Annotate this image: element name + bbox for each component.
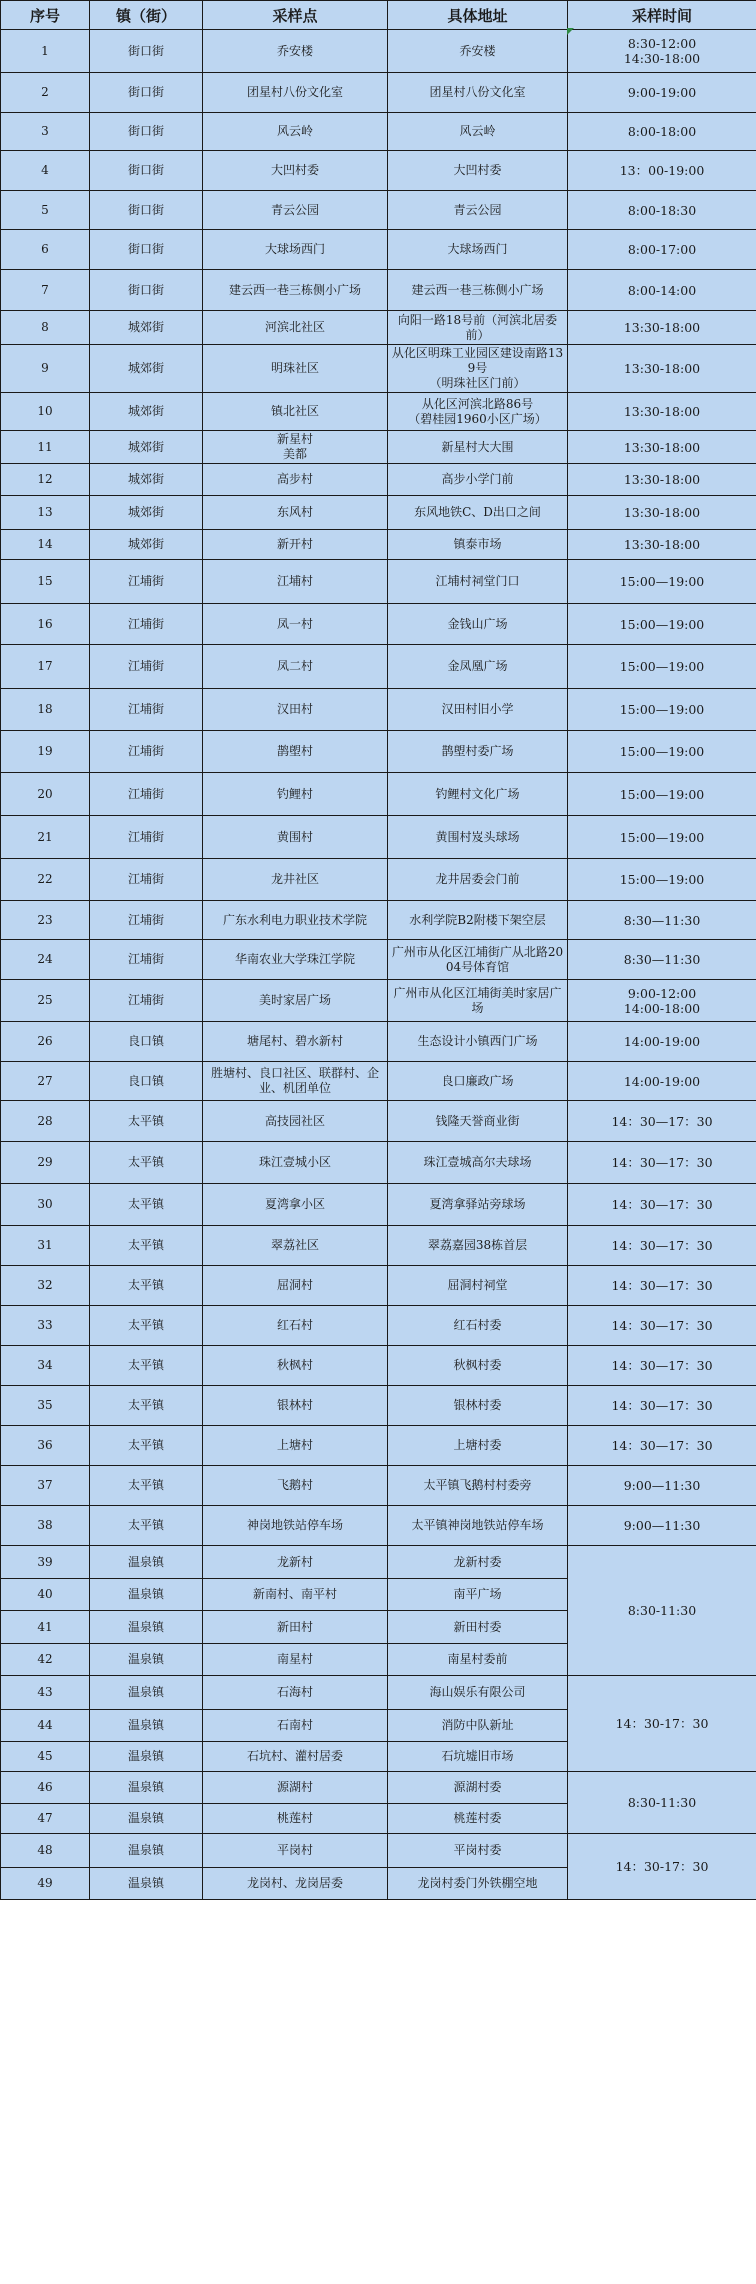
table-row xyxy=(1,1834,756,1868)
row-town: 太平镇 xyxy=(90,1101,203,1142)
row-number: 32 xyxy=(1,1266,90,1306)
row-address: 海山娱乐有限公司 xyxy=(388,1676,568,1710)
table-row xyxy=(1,73,756,113)
row-site: 河滨北社区 xyxy=(203,311,388,345)
table-row xyxy=(1,645,756,689)
table-row xyxy=(1,1506,756,1546)
row-town: 城郊街 xyxy=(90,496,203,530)
table-row xyxy=(1,464,756,496)
row-number: 17 xyxy=(1,645,90,689)
table-row xyxy=(1,1676,756,1710)
header-time: 采样时间 xyxy=(568,1,756,30)
merged-time-cell: 14：30-17：30 xyxy=(568,1834,756,1900)
row-town: 城郊街 xyxy=(90,464,203,496)
row-town: 江埔街 xyxy=(90,731,203,773)
row-site: 明珠社区 xyxy=(203,345,388,393)
row-address: 建云西一巷三栋侧小广场 xyxy=(388,270,568,311)
header-row xyxy=(1,1,756,30)
row-number: 31 xyxy=(1,1226,90,1266)
row-number: 39 xyxy=(1,1546,90,1579)
row-address: 钓鲤村文化广场 xyxy=(388,773,568,816)
table-row xyxy=(1,560,756,604)
row-town: 温泉镇 xyxy=(90,1804,203,1834)
table-row xyxy=(1,1346,756,1386)
table-row xyxy=(1,689,756,731)
row-town: 街口街 xyxy=(90,230,203,270)
header-address: 具体地址 xyxy=(388,1,568,30)
row-site: 建云西一巷三栋侧小广场 xyxy=(203,270,388,311)
merged-time-cell: 14：30-17：30 xyxy=(568,1676,756,1772)
row-time: 14：30—17：30 xyxy=(568,1346,756,1386)
table-row xyxy=(1,731,756,773)
table-row xyxy=(1,1101,756,1142)
row-time: 15:00—19:00 xyxy=(568,689,756,731)
row-number: 16 xyxy=(1,604,90,645)
row-address: 大凹村委 xyxy=(388,151,568,191)
row-site: 钓鲤村 xyxy=(203,773,388,816)
row-town: 江埔街 xyxy=(90,773,203,816)
row-time: 8:00-18:30 xyxy=(568,191,756,230)
row-address: 太平镇飞鹅村村委旁 xyxy=(388,1466,568,1506)
row-address: 秋枫村委 xyxy=(388,1346,568,1386)
row-time: 8:30-12:00 14:30-18:00 xyxy=(568,30,756,73)
row-address: 上塘村委 xyxy=(388,1426,568,1466)
row-time: 15:00—19:00 xyxy=(568,773,756,816)
row-town: 温泉镇 xyxy=(90,1710,203,1742)
row-time: 14：30—17：30 xyxy=(568,1184,756,1226)
row-address: 乔安楼 xyxy=(388,30,568,73)
row-town: 江埔街 xyxy=(90,859,203,901)
row-number: 3 xyxy=(1,113,90,151)
row-number: 40 xyxy=(1,1579,90,1611)
row-town: 江埔街 xyxy=(90,560,203,604)
row-town: 街口街 xyxy=(90,30,203,73)
row-site: 风云岭 xyxy=(203,113,388,151)
table-row xyxy=(1,1466,756,1506)
row-address: 广州市从化区江埔街广从北路2004号体育馆 xyxy=(388,940,568,980)
row-town: 温泉镇 xyxy=(90,1742,203,1772)
row-town: 街口街 xyxy=(90,151,203,191)
row-time: 15:00—19:00 xyxy=(568,816,756,859)
row-number: 35 xyxy=(1,1386,90,1426)
table-row xyxy=(1,113,756,151)
row-site: 银林村 xyxy=(203,1386,388,1426)
row-town: 温泉镇 xyxy=(90,1611,203,1644)
row-time: 9:00—11:30 xyxy=(568,1466,756,1506)
row-town: 城郊街 xyxy=(90,311,203,345)
row-town: 城郊街 xyxy=(90,530,203,560)
row-address: 新田村委 xyxy=(388,1611,568,1644)
row-number: 26 xyxy=(1,1022,90,1062)
row-time: 15:00—19:00 xyxy=(568,560,756,604)
row-time: 13:30-18:00 xyxy=(568,431,756,464)
row-town: 温泉镇 xyxy=(90,1546,203,1579)
row-town: 温泉镇 xyxy=(90,1676,203,1710)
row-site: 飞鹅村 xyxy=(203,1466,388,1506)
row-address: 龙岗村委门外铁棚空地 xyxy=(388,1868,568,1900)
row-number: 41 xyxy=(1,1611,90,1644)
row-time: 8:00-17:00 xyxy=(568,230,756,270)
row-time: 13:30-18:00 xyxy=(568,496,756,530)
row-number: 44 xyxy=(1,1710,90,1742)
row-town: 太平镇 xyxy=(90,1184,203,1226)
row-town: 太平镇 xyxy=(90,1266,203,1306)
row-address: 镇泰市场 xyxy=(388,530,568,560)
row-number: 7 xyxy=(1,270,90,311)
table-row xyxy=(1,345,756,393)
row-site: 上塘村 xyxy=(203,1426,388,1466)
row-site: 南星村 xyxy=(203,1644,388,1676)
table-row xyxy=(1,1546,756,1579)
merged-time-cell: 8:30-11:30 xyxy=(568,1546,756,1676)
row-site: 龙岗村、龙岗居委 xyxy=(203,1868,388,1900)
row-time: 15:00—19:00 xyxy=(568,859,756,901)
row-town: 城郊街 xyxy=(90,431,203,464)
table-row xyxy=(1,230,756,270)
row-time: 8:30—11:30 xyxy=(568,901,756,940)
row-number: 10 xyxy=(1,393,90,431)
table-row xyxy=(1,1772,756,1804)
row-site: 石坑村、灌村居委 xyxy=(203,1742,388,1772)
row-time: 13:30-18:00 xyxy=(568,530,756,560)
row-site: 屈洞村 xyxy=(203,1266,388,1306)
row-site: 黄围村 xyxy=(203,816,388,859)
table-row xyxy=(1,1142,756,1184)
row-number: 4 xyxy=(1,151,90,191)
row-address: 青云公园 xyxy=(388,191,568,230)
row-site: 神岗地铁站停车场 xyxy=(203,1506,388,1546)
row-site: 新开村 xyxy=(203,530,388,560)
row-town: 温泉镇 xyxy=(90,1644,203,1676)
row-site: 高技园社区 xyxy=(203,1101,388,1142)
table-row xyxy=(1,30,756,73)
row-number: 24 xyxy=(1,940,90,980)
row-number: 5 xyxy=(1,191,90,230)
row-address: 夏湾拿驿站旁球场 xyxy=(388,1184,568,1226)
row-time: 15:00—19:00 xyxy=(568,604,756,645)
header-site: 采样点 xyxy=(203,1,388,30)
row-town: 江埔街 xyxy=(90,689,203,731)
row-site: 凤一村 xyxy=(203,604,388,645)
header-town: 镇（街） xyxy=(90,1,203,30)
row-number: 11 xyxy=(1,431,90,464)
row-number: 37 xyxy=(1,1466,90,1506)
row-time: 14：30—17：30 xyxy=(568,1426,756,1466)
row-number: 25 xyxy=(1,980,90,1022)
row-number: 23 xyxy=(1,901,90,940)
table-row xyxy=(1,816,756,859)
row-address: 银林村委 xyxy=(388,1386,568,1426)
row-time: 14：30—17：30 xyxy=(568,1266,756,1306)
row-town: 温泉镇 xyxy=(90,1772,203,1804)
row-number: 36 xyxy=(1,1426,90,1466)
table-row xyxy=(1,270,756,311)
row-time: 14：30—17：30 xyxy=(568,1101,756,1142)
header-no: 序号 xyxy=(1,1,90,30)
row-site: 夏湾拿小区 xyxy=(203,1184,388,1226)
row-number: 49 xyxy=(1,1868,90,1900)
row-site: 大球场西门 xyxy=(203,230,388,270)
table-row xyxy=(1,901,756,940)
row-number: 45 xyxy=(1,1742,90,1772)
table-row xyxy=(1,1062,756,1101)
table-row xyxy=(1,431,756,464)
row-town: 江埔街 xyxy=(90,980,203,1022)
row-address: 源湖村委 xyxy=(388,1772,568,1804)
table-body xyxy=(1,30,756,1900)
table-row xyxy=(1,773,756,816)
row-site: 广东水利电力职业技术学院 xyxy=(203,901,388,940)
row-town: 城郊街 xyxy=(90,345,203,393)
row-address: 高步小学门前 xyxy=(388,464,568,496)
row-time: 13:30-18:00 xyxy=(568,464,756,496)
row-site: 华南农业大学珠江学院 xyxy=(203,940,388,980)
row-number: 21 xyxy=(1,816,90,859)
row-address: 南星村委前 xyxy=(388,1644,568,1676)
row-number: 20 xyxy=(1,773,90,816)
row-town: 街口街 xyxy=(90,113,203,151)
row-town: 江埔街 xyxy=(90,816,203,859)
row-time: 13：00-19:00 xyxy=(568,151,756,191)
row-town: 太平镇 xyxy=(90,1142,203,1184)
row-address: 屈洞村祠堂 xyxy=(388,1266,568,1306)
row-town: 良口镇 xyxy=(90,1022,203,1062)
row-address: 龙新村委 xyxy=(388,1546,568,1579)
row-number: 8 xyxy=(1,311,90,345)
row-town: 太平镇 xyxy=(90,1386,203,1426)
row-town: 街口街 xyxy=(90,73,203,113)
row-site: 胜塘村、良口社区、联群村、企业、机团单位 xyxy=(203,1062,388,1101)
row-site: 新星村 美都 xyxy=(203,431,388,464)
row-town: 太平镇 xyxy=(90,1466,203,1506)
row-number: 22 xyxy=(1,859,90,901)
table-row xyxy=(1,940,756,980)
row-time: 14：30—17：30 xyxy=(568,1306,756,1346)
row-time: 9:00—11:30 xyxy=(568,1506,756,1546)
row-site: 美时家居广场 xyxy=(203,980,388,1022)
row-address: 向阳一路18号前（河滨北居委前） xyxy=(388,311,568,345)
row-site: 翠荔社区 xyxy=(203,1226,388,1266)
row-town: 温泉镇 xyxy=(90,1579,203,1611)
row-site: 塘尾村、碧水新村 xyxy=(203,1022,388,1062)
table-row xyxy=(1,496,756,530)
table-row xyxy=(1,1306,756,1346)
row-address: 水利学院B2附楼下架空层 xyxy=(388,901,568,940)
table-row xyxy=(1,980,756,1022)
table-row xyxy=(1,1426,756,1466)
table-row xyxy=(1,604,756,645)
row-number: 48 xyxy=(1,1834,90,1868)
row-time: 14：30—17：30 xyxy=(568,1386,756,1426)
row-time: 14：30—17：30 xyxy=(568,1226,756,1266)
row-site: 秋枫村 xyxy=(203,1346,388,1386)
row-address: 珠江壹城高尔夫球场 xyxy=(388,1142,568,1184)
row-site: 团星村八份文化室 xyxy=(203,73,388,113)
row-site: 珠江壹城小区 xyxy=(203,1142,388,1184)
row-town: 良口镇 xyxy=(90,1062,203,1101)
row-town: 太平镇 xyxy=(90,1306,203,1346)
table-row xyxy=(1,859,756,901)
row-address: 团星村八份文化室 xyxy=(388,73,568,113)
row-town: 江埔街 xyxy=(90,901,203,940)
row-site: 源湖村 xyxy=(203,1772,388,1804)
row-number: 27 xyxy=(1,1062,90,1101)
row-site: 新南村、南平村 xyxy=(203,1579,388,1611)
table-row xyxy=(1,1266,756,1306)
row-number: 2 xyxy=(1,73,90,113)
row-address: 消防中队新址 xyxy=(388,1710,568,1742)
row-site: 龙新村 xyxy=(203,1546,388,1579)
row-site: 乔安楼 xyxy=(203,30,388,73)
row-address: 汉田村旧小学 xyxy=(388,689,568,731)
row-town: 太平镇 xyxy=(90,1226,203,1266)
row-number: 18 xyxy=(1,689,90,731)
row-address: 南平广场 xyxy=(388,1579,568,1611)
row-number: 28 xyxy=(1,1101,90,1142)
row-time: 14:00-19:00 xyxy=(568,1062,756,1101)
row-address: 鹊塱村委广场 xyxy=(388,731,568,773)
row-address: 钱隆天誉商业街 xyxy=(388,1101,568,1142)
row-time: 15:00—19:00 xyxy=(568,731,756,773)
row-site: 红石村 xyxy=(203,1306,388,1346)
row-site: 镇北社区 xyxy=(203,393,388,431)
row-time: 14：30—17：30 xyxy=(568,1142,756,1184)
row-address: 翠荔嘉园38栋首层 xyxy=(388,1226,568,1266)
row-site: 江埔村 xyxy=(203,560,388,604)
row-time: 8:30—11:30 xyxy=(568,940,756,980)
row-site: 汉田村 xyxy=(203,689,388,731)
row-site: 平岗村 xyxy=(203,1834,388,1868)
table-row xyxy=(1,1226,756,1266)
row-time: 8:00-14:00 xyxy=(568,270,756,311)
row-address: 石坑墟旧市场 xyxy=(388,1742,568,1772)
row-town: 太平镇 xyxy=(90,1426,203,1466)
row-town: 温泉镇 xyxy=(90,1834,203,1868)
row-town: 江埔街 xyxy=(90,940,203,980)
row-number: 1 xyxy=(1,30,90,73)
row-site: 石海村 xyxy=(203,1676,388,1710)
row-address: 生态设计小镇西门广场 xyxy=(388,1022,568,1062)
row-number: 46 xyxy=(1,1772,90,1804)
table-row xyxy=(1,1022,756,1062)
row-address: 广州市从化区江埔街美时家居广场 xyxy=(388,980,568,1022)
row-site: 凤二村 xyxy=(203,645,388,689)
table-row xyxy=(1,1386,756,1426)
table-row xyxy=(1,1184,756,1226)
row-site: 鹊塱村 xyxy=(203,731,388,773)
row-address: 从化区明珠工业园区建设南路139号 （明珠社区门前） xyxy=(388,345,568,393)
row-address: 龙井居委会门前 xyxy=(388,859,568,901)
row-site: 桃莲村 xyxy=(203,1804,388,1834)
row-address: 良口廉政广场 xyxy=(388,1062,568,1101)
row-address: 大球场西门 xyxy=(388,230,568,270)
row-number: 9 xyxy=(1,345,90,393)
row-site: 新田村 xyxy=(203,1611,388,1644)
row-address: 桃莲村委 xyxy=(388,1804,568,1834)
row-number: 29 xyxy=(1,1142,90,1184)
row-address: 东风地铁C、D出口之间 xyxy=(388,496,568,530)
row-town: 太平镇 xyxy=(90,1506,203,1546)
row-time: 8:00-18:00 xyxy=(568,113,756,151)
row-address: 黄围村岌头球场 xyxy=(388,816,568,859)
row-time: 13:30-18:00 xyxy=(568,393,756,431)
cell-corner-marker xyxy=(567,28,574,35)
table-row xyxy=(1,311,756,345)
row-number: 15 xyxy=(1,560,90,604)
row-number: 38 xyxy=(1,1506,90,1546)
row-site: 高步村 xyxy=(203,464,388,496)
row-time: 9:00-12:00 14:00-18:00 xyxy=(568,980,756,1022)
row-site: 青云公园 xyxy=(203,191,388,230)
row-town: 街口街 xyxy=(90,270,203,311)
table-row xyxy=(1,530,756,560)
row-address: 风云岭 xyxy=(388,113,568,151)
merged-time-cell: 8:30-11:30 xyxy=(568,1772,756,1834)
row-address: 金凤凰广场 xyxy=(388,645,568,689)
table-row xyxy=(1,393,756,431)
row-time: 15:00—19:00 xyxy=(568,645,756,689)
row-number: 33 xyxy=(1,1306,90,1346)
row-site: 东风村 xyxy=(203,496,388,530)
row-site: 龙井社区 xyxy=(203,859,388,901)
row-address: 太平镇神岗地铁站停车场 xyxy=(388,1506,568,1546)
row-town: 太平镇 xyxy=(90,1346,203,1386)
row-time: 9:00-19:00 xyxy=(568,73,756,113)
row-site: 石南村 xyxy=(203,1710,388,1742)
row-address: 金钱山广场 xyxy=(388,604,568,645)
row-number: 34 xyxy=(1,1346,90,1386)
row-number: 13 xyxy=(1,496,90,530)
row-address: 新星村大大围 xyxy=(388,431,568,464)
row-number: 47 xyxy=(1,1804,90,1834)
row-number: 43 xyxy=(1,1676,90,1710)
row-time: 13:30-18:00 xyxy=(568,311,756,345)
row-time: 14:00-19:00 xyxy=(568,1022,756,1062)
row-town: 江埔街 xyxy=(90,645,203,689)
row-number: 19 xyxy=(1,731,90,773)
row-address: 江埔村祠堂门口 xyxy=(388,560,568,604)
row-town: 城郊街 xyxy=(90,393,203,431)
row-address: 红石村委 xyxy=(388,1306,568,1346)
row-site: 大凹村委 xyxy=(203,151,388,191)
row-time: 13:30-18:00 xyxy=(568,345,756,393)
row-address: 从化区河滨北路86号 （碧桂园1960小区广场） xyxy=(388,393,568,431)
row-town: 温泉镇 xyxy=(90,1868,203,1900)
row-number: 42 xyxy=(1,1644,90,1676)
row-town: 江埔街 xyxy=(90,604,203,645)
row-number: 14 xyxy=(1,530,90,560)
row-town: 街口街 xyxy=(90,191,203,230)
row-number: 12 xyxy=(1,464,90,496)
row-number: 6 xyxy=(1,230,90,270)
row-number: 30 xyxy=(1,1184,90,1226)
table-row xyxy=(1,191,756,230)
row-address: 平岗村委 xyxy=(388,1834,568,1868)
table-row xyxy=(1,151,756,191)
